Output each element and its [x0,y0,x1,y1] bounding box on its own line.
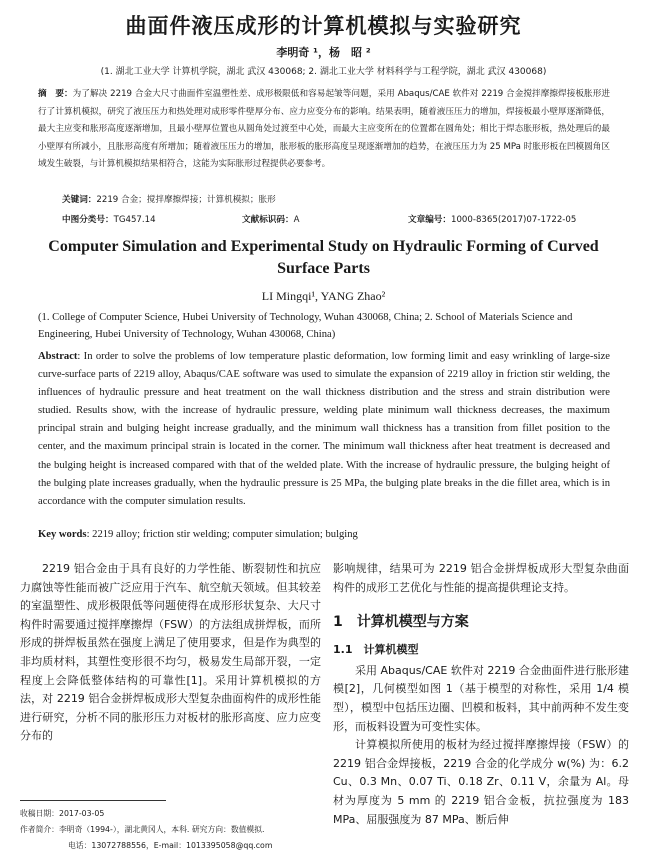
chinese-keywords-label: 关键词： [62,195,97,205]
article-number-value: 1000-8365(2017)07-1722-05 [450,215,577,225]
english-keywords [38,529,610,540]
author-bio: 作者简介：李明奇（1994-），湖北黄冈人，本科. 研究方向：数值模拟. [20,825,265,834]
section-1-heading: 1 计算机模型与方案 [333,614,469,631]
clc-number [62,213,156,225]
chinese-abstract-label: 摘 要： [38,89,73,99]
chinese-title: 曲面件液压成形的计算机模拟与实验研究 [125,14,522,38]
english-abstract-label: Abstract [38,351,78,362]
body-left-column [20,560,321,746]
material-paragraph: 计算模拟所使用的板材为经过搅拌摩擦焊接（FSW）的 2219 铝合金焊接板，2219 合金的化学成分 w(%) 为：6.2 Cu、0.3 Mn、0.07 Ti、0.18 Zr、0.11 V，余量为 Al。母材为厚度为 5 mm 的 2219 铝合金板，抗拉强度为 183 MPa、屈服强度为 87 MPa、断后伸 [333,738,629,826]
footnote-divider [20,800,166,801]
article-number-label: 文章编号： [408,215,451,225]
chinese-abstract-text: 为了解决 2219 合金大尺寸曲面件室温塑性差、成形极限低和容易起皱等问题，采用 Abaqus/CAE 软件对 2219 合金搅拌摩擦焊接板胀形进行了计算机模拟，研究了液压压力和热处理对成形零件壁厚分布、应力应变分布的影响。结果表明，随着液压压力的增加，焊接板最小壁厚逐渐降低，最大主应变和胀形高度逐渐增加，且最小壁厚位置也从圆角处过渡至中心处，而最大主应变所在的位置都在圆角处；相比于焊态胀形板，热处理后的最小壁厚有所减小，且胀形高度有所增加；随着液压压力的增加，胀形板的胀形高度呈现逐渐增加的趋势，在液压压力为 25 MPa 时胀形板在凹模圆角区域发生破裂，与计算机模拟结果相符合，这能为实际胀形过程提供必要参考。 [38,89,610,169]
chinese-keywords [62,193,622,205]
english-abstract [38,348,610,511]
clc-value: TG457.14 [113,215,156,225]
section-1-1-heading: 1.1 计算机模型 [333,643,419,657]
clc-label: 中图分类号： [62,215,114,225]
received-date: 收稿日期：2017-03-05 [20,809,105,818]
body-right-column [333,560,629,829]
english-keywords-label: Key words [38,529,87,540]
intro-continuation: 影响规律，结果可为 2219 铝合金拼焊板成形大型复杂曲面构件的成形工艺优化与性能的提高提供理论支持。 [333,562,629,594]
model-paragraph: 采用 Abaqus/CAE 软件对 2219 合金曲面件进行胀形建模[2]，几何模型如图 1（基于模型的对称性，采用 1/4 模型），模型中包括压边圈、凹模和板料，其中前两种不发生变形，而板料设置为可变性实体。 [333,663,629,733]
english-authors: LI Mingqi¹, YANG Zhao² [261,289,386,303]
document-code [242,213,299,225]
document-code-value: A [293,215,300,225]
english-affiliation: (1. College of Computer Science, Hubei University of Technology, Wuhan 430068, China; 2. School of Materials Science and Engineering, Hubei University of Technology, Wuhan 430068, China) [38,312,573,340]
english-abstract-text: : In order to solve the problems of low temperature plastic deformation, low forming limit and easy wrinkling of large-size curve-surface parts of 2219 alloy, Abaqus/CAE software was used to simulate the expansion of 2219 alloy in friction stir welding, the influences of hydraulic pressure and heat treatment on the wall thickness distribution and the stress and strain distribution were studied. Results show, with the increase of hydraulic pressure, welding plate minimum wall thickness decreases, the maximum principal strain and bulging height increase gradually, and the minimum wall thickness has a transition from fillet position to the center, and the maximum principal strain is located in the corner. The minimum wall thickness after heat treatment is decreased and the bulging height is increased compared with that of the welded plate. With the increase of hydraulic pressure, the bulging height of the bulging plate increases gradually, when the hydraulic pressure is 25 MPa, the bulging plate breaks in the die fillet area, which is in accordance with the computer simulation results. [38,351,610,507]
article-number [408,213,576,225]
intro-paragraph: 2219 铝合金由于具有良好的力学性能、断裂韧性和抗应力腐蚀等性能而被广泛应用于汽车、航空航天领域。但其较差的室温塑性、成形极限低等问题使得在成形形状复杂、大尺寸构件时需要通过搅拌摩擦焊（FSW）的方法组成拼焊板，而所形成的拼焊板虽然在强度上满足了使用要求，但是作为典型的非均质材料，其塑性变形很不均匀，极易发生局部开裂，一定程度上会降低整体结构的可靠性[1]。采用计算机模拟的方法，对 2219 铝合金拼焊板成形大型复杂曲面构件的成形性能进行研究，分析不同的胀形压力对板材的胀形高度、应力应变分布的 [20,562,321,743]
document-code-label: 文献标识码： [242,215,294,225]
chinese-authors: 李明奇 ¹，杨 昭 ² [276,46,371,59]
chinese-keywords-text: 2219 合金；搅拌摩擦焊接；计算机模拟；胀形 [96,195,276,205]
classification-row [62,213,622,229]
chinese-affiliation: (1. 湖北工业大学 计算机学院，湖北 武汉 430068; 2. 湖北工业大学 材料科学与工程学院，湖北 武汉 430068) [100,67,547,77]
chinese-abstract [38,86,610,174]
author-contact: 电话：13072788556，E-mail：1013395058@qq.com [68,841,273,850]
english-keywords-text: : 2219 alloy; friction stir welding; computer simulation; bulging [86,529,358,540]
english-title: Computer Simulation and Experimental Study on Hydraulic Forming of Curved Surface Parts [48,238,599,277]
